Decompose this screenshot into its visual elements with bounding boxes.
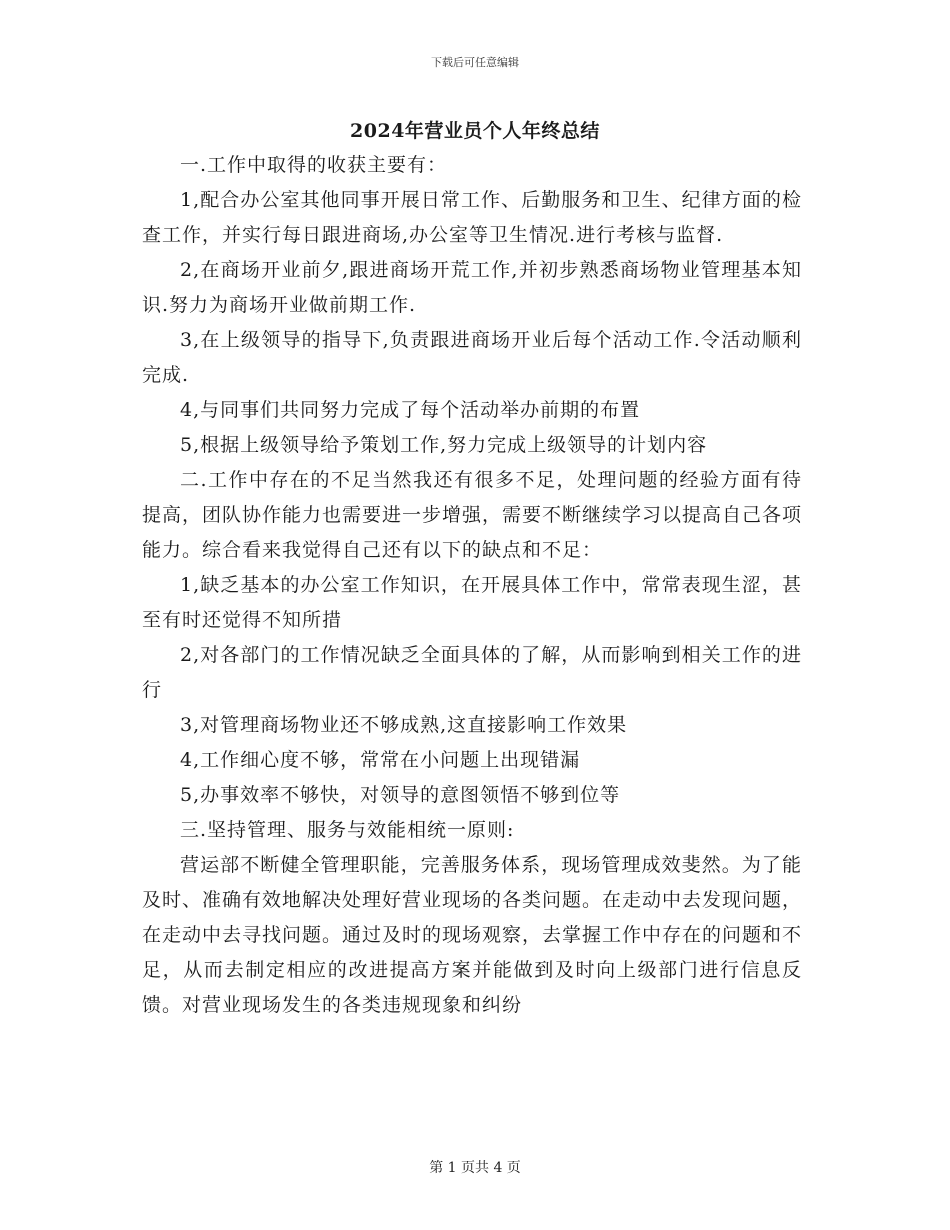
paragraph: 2,在商场开业前夕,跟进商场开荒工作,并初步熟悉商场物业管理基本知识.努力为商场开业做前期工作. xyxy=(142,259,802,316)
paragraph: 营运部不断健全管理职能，完善服务体系，现场管理成效斐然。为了能及时、准确有效地解决处理好营业现场的各类问题。在走动中去发现问题，在走动中去寻找问题。通过及时的现场观察，去掌握工作中存在的问题和不足，从而去制定相应的改进提高方案并能做到及时向上级部门进行信息反馈。对营业现场发生的各类违规现象和纠纷 xyxy=(142,854,803,1016)
section-heading-3: 三.坚持管理、服务与效能相统一原则: xyxy=(180,819,515,841)
paragraph: 2,对各部门的工作情况缺乏全面具体的了解，从而影响到相关工作的进行 xyxy=(142,644,802,701)
document-body xyxy=(142,148,802,1023)
header-note: 下载后可任意编辑 xyxy=(431,56,519,69)
paragraph: 5,办事效率不够快，对领导的意图领悟不够到位等 xyxy=(180,784,621,806)
paragraph: 4,与同事们共同努力完成了每个活动举办前期的布置 xyxy=(180,399,641,421)
paragraph: 5,根据上级领导给予策划工作,努力完成上级领导的计划内容 xyxy=(180,434,708,456)
paragraph: 3,对管理商场物业还不够成熟,这直接影响工作效果 xyxy=(180,714,628,736)
page-number: 第 1 页共 4 页 xyxy=(429,1160,521,1176)
paragraph: 1,配合办公室其他同事开展日常工作、后勤服务和卫生、纪律方面的检查工作，并实行每日跟进商场,办公室等卫生情况.进行考核与监督. xyxy=(142,189,802,246)
document-title: 2024年营业员个人年终总结 xyxy=(350,120,600,142)
section-heading-1: 一.工作中取得的收获主要有： xyxy=(180,154,448,176)
paragraph: 1,缺乏基本的办公室工作知识，在开展具体工作中，常常表现生涩，甚至有时还觉得不知所措 xyxy=(142,574,802,631)
paragraph: 4,工作细心度不够，常常在小问题上出现错漏 xyxy=(180,749,581,771)
paragraph: 3,在上级领导的指导下,负责跟进商场开业后每个活动工作.令活动顺利完成. xyxy=(142,329,802,386)
section-heading-2: 二.工作中存在的不足当然我还有很多不足，处理问题的经验方面有待提高，团队协作能力也需要进一步增强，需要不断继续学习以提高自己各项能力。综合看来我觉得自己还有以下的缺点和不足： xyxy=(142,469,803,561)
